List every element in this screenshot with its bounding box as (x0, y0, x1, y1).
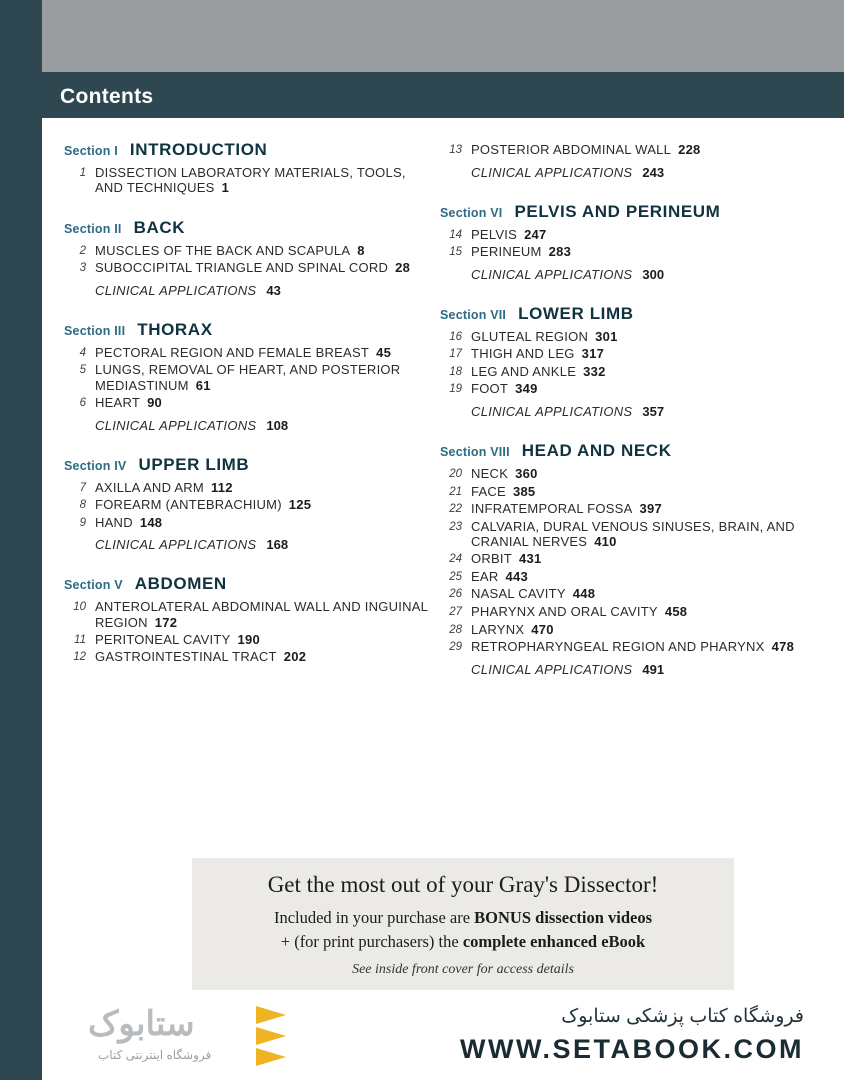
toc-entry-number: 7 (79, 481, 86, 494)
toc-entry-page: 448 (572, 586, 596, 602)
toc-entry-number: 29 (449, 641, 462, 654)
toc-entry[interactable] (64, 345, 436, 361)
footer-logo-area (42, 990, 342, 1080)
top-gray-band (42, 0, 844, 72)
toc-entry[interactable] (440, 466, 812, 482)
clinical-applications-label: CLINICAL APPLICATIONS (471, 164, 633, 180)
contents-sheet (42, 118, 844, 990)
toc-entry[interactable] (440, 639, 812, 655)
toc-entry-number: 20 (449, 467, 462, 480)
toc-entry-title: AXILLA AND ARM (95, 479, 204, 495)
section-heading (440, 441, 812, 461)
toc-entry[interactable] (440, 586, 812, 602)
toc-entry-body (471, 569, 528, 584)
logo-chevron-icon (250, 1006, 314, 1064)
contents-header-band (42, 72, 844, 118)
footer-tagline: فروشگاه کتاب پزشکی ستابوک (561, 1006, 804, 1027)
page-title: Contents (60, 85, 154, 108)
toc-entry-number: 3 (79, 262, 86, 275)
toc-entry-number: 5 (79, 364, 86, 377)
toc-entry-page: 247 (524, 226, 547, 242)
section-label: Section IV (64, 458, 127, 473)
toc-entry-body (471, 484, 535, 499)
section-heading (64, 320, 436, 340)
toc-entry-page: 385 (512, 483, 536, 499)
toc-entry-number: 6 (79, 397, 86, 409)
left-margin-strip (0, 0, 42, 1080)
toc-entry-title: FOOT (471, 381, 509, 397)
promo-box (192, 858, 734, 994)
toc-entry-page: 190 (237, 631, 260, 647)
toc-entry-body (95, 515, 162, 530)
toc-entry-body (471, 466, 538, 481)
toc-entry-page: 1 (221, 180, 230, 196)
clinical-applications-entry[interactable] (471, 165, 812, 180)
toc-entry[interactable] (440, 551, 812, 567)
toc-entry[interactable] (64, 395, 436, 411)
toc-entry-page: 431 (518, 551, 542, 567)
toc-entry-number: 17 (449, 348, 462, 361)
footer-text-area (342, 1005, 844, 1065)
toc-entry-title: LARYNX (471, 621, 525, 637)
toc-entry-body (95, 362, 436, 393)
toc-entry-page: 349 (515, 381, 538, 397)
toc-entry[interactable] (440, 484, 812, 500)
toc-entry-page: 443 (505, 568, 528, 584)
toc-entry[interactable] (440, 604, 812, 620)
clinical-applications-label: CLINICAL APPLICATIONS (471, 403, 633, 419)
toc-entry-number: 16 (449, 330, 462, 343)
toc-entry-body (95, 243, 365, 258)
toc-entry-number: 26 (449, 588, 462, 601)
toc-entry-title: CALVARIA, DURAL VENOUS SINUSES, BRAIN, AND CRANIAL NERVES (471, 518, 795, 549)
toc-entry-body (471, 639, 794, 654)
toc-entry-title: SUBOCCIPITAL TRIANGLE AND SPINAL CORD (95, 260, 389, 276)
toc-entry-title: EAR (471, 568, 499, 584)
toc-entry-body (95, 260, 410, 275)
clinical-applications-page: 300 (642, 266, 665, 282)
section-title: ABDOMEN (134, 574, 227, 594)
toc-entry-body (471, 604, 687, 619)
section-title: INTRODUCTION (129, 140, 268, 159)
section-label: Section V (64, 578, 123, 593)
toc-entry-title: GLUTEAL REGION (471, 328, 589, 344)
toc-entry-number: 10 (73, 601, 86, 614)
toc-entry-title: NECK (471, 465, 509, 481)
toc-entry-body (95, 480, 233, 495)
toc-entry-body (95, 599, 436, 630)
toc-entry-page: 301 (595, 328, 618, 344)
clinical-applications-page: 108 (266, 417, 289, 433)
toc-entry-title: PERITONEAL CAVITY (95, 631, 231, 647)
toc-entry-number: 21 (449, 485, 462, 498)
clinical-applications-entry[interactable] (95, 418, 436, 433)
toc-entry-page: 360 (515, 465, 538, 481)
section-heading (440, 304, 812, 324)
toc-entry-body (95, 497, 311, 512)
contents-column-left (64, 140, 436, 667)
toc-entry-page: 90 (147, 395, 163, 410)
toc-entry[interactable] (64, 165, 436, 196)
toc-entry[interactable] (64, 480, 436, 496)
toc-entry-title: PECTORAL REGION AND FEMALE BREAST (95, 344, 370, 360)
toc-entry-body (95, 649, 306, 664)
promo-line3-text: + (for print purchasers) the (280, 932, 463, 951)
toc-entry[interactable] (440, 569, 812, 585)
toc-entry-page: 478 (771, 639, 795, 655)
toc-entry-number: 12 (73, 651, 86, 664)
toc-entry-title: POSTERIOR ABDOMINAL WALL (471, 142, 672, 157)
clinical-applications-entry[interactable] (471, 662, 812, 677)
toc-entry-body (471, 244, 571, 259)
toc-entry-number: 25 (449, 570, 462, 583)
toc-entry-title: INFRATEMPORAL FOSSA (471, 501, 633, 517)
toc-entry-title: NASAL CAVITY (471, 586, 566, 602)
toc-entry-title: THIGH AND LEG (471, 346, 575, 362)
toc-entry-title: FACE (471, 483, 506, 499)
toc-entry-number: 19 (449, 383, 462, 396)
toc-entry-body (471, 364, 606, 379)
toc-entry-number: 9 (79, 516, 86, 529)
toc-entry[interactable] (440, 501, 812, 517)
toc-entry-number: 13 (449, 144, 462, 156)
clinical-applications-label: CLINICAL APPLICATIONS (471, 661, 633, 677)
toc-entry-page: 28 (395, 260, 411, 276)
clinical-applications-label: CLINICAL APPLICATIONS (95, 417, 257, 433)
toc-entry-title: LUNGS, REMOVAL OF HEART, AND POSTERIOR MEDIASTINUM (95, 362, 401, 393)
section-heading (64, 455, 436, 475)
toc-entry-title: ANTEROLATERAL ABDOMINAL WALL AND INGUINAL REGION (95, 599, 428, 630)
section-heading (64, 218, 436, 238)
toc-entry-body (95, 395, 162, 410)
toc-entry-title: HAND (95, 514, 133, 530)
toc-entry-body (471, 586, 595, 601)
clinical-applications-label: CLINICAL APPLICATIONS (95, 282, 257, 298)
toc-entry-number: 1 (79, 167, 86, 179)
toc-entry-page: 45 (376, 344, 392, 360)
toc-entry-body (95, 345, 391, 360)
toc-entry-body (471, 519, 812, 550)
section-title: THORAX (137, 319, 213, 339)
section-heading (64, 574, 436, 594)
toc-entry-body (471, 227, 547, 242)
promo-line3-bold: complete enhanced eBook (462, 932, 646, 951)
clinical-applications-page: 357 (642, 403, 665, 419)
toc-entry[interactable] (64, 515, 436, 531)
toc-entry-page: 112 (211, 479, 233, 495)
toc-entry[interactable] (440, 346, 812, 362)
footer-url[interactable]: WWW.SETABOOK.COM (460, 1034, 804, 1064)
toc-entry-title: HEART (95, 395, 141, 410)
section-label: Section VIII (440, 444, 510, 459)
clinical-applications-page: 168 (266, 537, 289, 553)
toc-entry-title: PHARYNX AND ORAL CAVITY (471, 603, 658, 619)
toc-entry-page: 332 (583, 363, 606, 379)
toc-entry[interactable] (440, 622, 812, 638)
contents-column-right (440, 140, 812, 684)
toc-entry[interactable] (440, 364, 812, 380)
toc-entry-number: 11 (74, 633, 86, 646)
section-label: Section VII (440, 307, 507, 322)
toc-entry-number: 14 (449, 228, 462, 241)
toc-entry[interactable] (440, 329, 812, 345)
toc-entry-page: 283 (548, 244, 572, 260)
section-label: Section II (64, 221, 122, 236)
toc-entry-number: 15 (449, 246, 462, 259)
section-title: BACK (133, 217, 186, 237)
toc-entry[interactable] (440, 519, 812, 550)
toc-entry-title: MUSCLES OF THE BACK AND SCAPULA (95, 242, 351, 258)
section-title: HEAD AND NECK (521, 440, 672, 460)
toc-entry[interactable] (64, 497, 436, 513)
toc-entry-number: 22 (449, 503, 462, 516)
toc-entry[interactable] (64, 243, 436, 259)
toc-entry-body (471, 329, 618, 344)
toc-entry[interactable] (64, 260, 436, 276)
toc-entry-number: 8 (79, 499, 86, 512)
toc-entry-body (95, 165, 436, 196)
clinical-applications-label: CLINICAL APPLICATIONS (471, 266, 633, 282)
section-title: LOWER LIMB (518, 303, 634, 323)
toc-entry[interactable] (440, 142, 812, 158)
toc-entry-title: ORBIT (471, 551, 512, 567)
toc-entry[interactable] (440, 227, 812, 243)
promo-line-3 (192, 932, 734, 952)
clinical-applications-page: 243 (642, 164, 665, 180)
toc-entry-title: RETROPHARYNGEAL REGION AND PHARYNX (471, 639, 765, 655)
toc-entry-title: GASTROINTESTINAL TRACT (95, 649, 277, 665)
toc-entry[interactable] (64, 649, 436, 665)
promo-line2-bold: BONUS dissection videos (474, 908, 653, 927)
toc-entry-page: 410 (594, 533, 617, 549)
toc-entry-page: 8 (357, 242, 365, 258)
toc-entry-page: 317 (581, 346, 605, 362)
toc-entry-number: 4 (79, 346, 86, 359)
site-footer (42, 990, 844, 1080)
toc-entry-page: 458 (664, 603, 688, 619)
toc-entry-page: 202 (283, 649, 307, 665)
toc-entry[interactable] (64, 599, 436, 630)
toc-entry-page: 125 (288, 497, 312, 513)
toc-entry-number: 24 (449, 553, 462, 566)
promo-line-2 (192, 908, 734, 928)
toc-entry-page: 172 (154, 614, 178, 630)
section-label: Section I (64, 144, 118, 158)
toc-entry-number: 2 (79, 244, 86, 257)
logo-wordmark: ستابوک (88, 1005, 195, 1043)
toc-entry-page: 397 (639, 501, 662, 517)
section-label: Section VI (440, 205, 503, 220)
toc-entry-page: 470 (531, 621, 554, 637)
logo-subtitle: فروشگاه اینترنتی کتاب (98, 1048, 212, 1062)
section-heading (64, 140, 436, 160)
toc-entry-title: DISSECTION LABORATORY MATERIALS, TOOLS, AND TECHNIQUES (95, 165, 406, 196)
toc-entry-title: PELVIS (471, 226, 518, 242)
toc-entry-page: 228 (678, 142, 701, 157)
promo-access-note: See inside front cover for access details (352, 962, 574, 977)
clinical-applications-entry[interactable] (95, 537, 436, 552)
section-heading (440, 202, 812, 222)
clinical-applications-entry[interactable] (471, 404, 812, 419)
toc-entry-page: 148 (139, 514, 163, 530)
toc-entry-body (471, 501, 662, 516)
toc-entry-page: 61 (195, 377, 211, 393)
toc-entry[interactable] (440, 381, 812, 397)
clinical-applications-page: 43 (266, 282, 281, 298)
section-title: UPPER LIMB (138, 454, 250, 474)
toc-entry[interactable] (64, 362, 436, 393)
promo-line2-text: Included in your purchase are (273, 908, 475, 927)
clinical-applications-label: CLINICAL APPLICATIONS (95, 537, 257, 553)
clinical-applications-entry[interactable] (95, 283, 436, 298)
toc-entry[interactable] (440, 244, 812, 260)
toc-entry-body (471, 551, 541, 566)
toc-entry-number: 18 (449, 365, 462, 378)
toc-entry-body (471, 142, 701, 157)
promo-headline: Get the most out of your Gray's Dissector! (267, 872, 659, 897)
toc-entry-number: 23 (449, 520, 462, 533)
toc-entry[interactable] (64, 632, 436, 648)
toc-entry-body (471, 346, 604, 361)
toc-entry-body (471, 622, 554, 637)
toc-entry-number: 27 (449, 605, 462, 618)
section-title: PELVIS AND PERINEUM (514, 201, 721, 221)
toc-entry-body (95, 632, 260, 647)
clinical-applications-entry[interactable] (471, 267, 812, 282)
toc-entry-title: FOREARM (ANTEBRACHIUM) (95, 497, 282, 513)
section-label: Section III (64, 323, 126, 338)
toc-entry-number: 28 (449, 623, 462, 636)
toc-entry-title: LEG AND ANKLE (471, 363, 577, 379)
toc-entry-title: PERINEUM (471, 244, 542, 260)
clinical-applications-page: 491 (642, 661, 665, 677)
toc-entry-body (471, 381, 538, 396)
